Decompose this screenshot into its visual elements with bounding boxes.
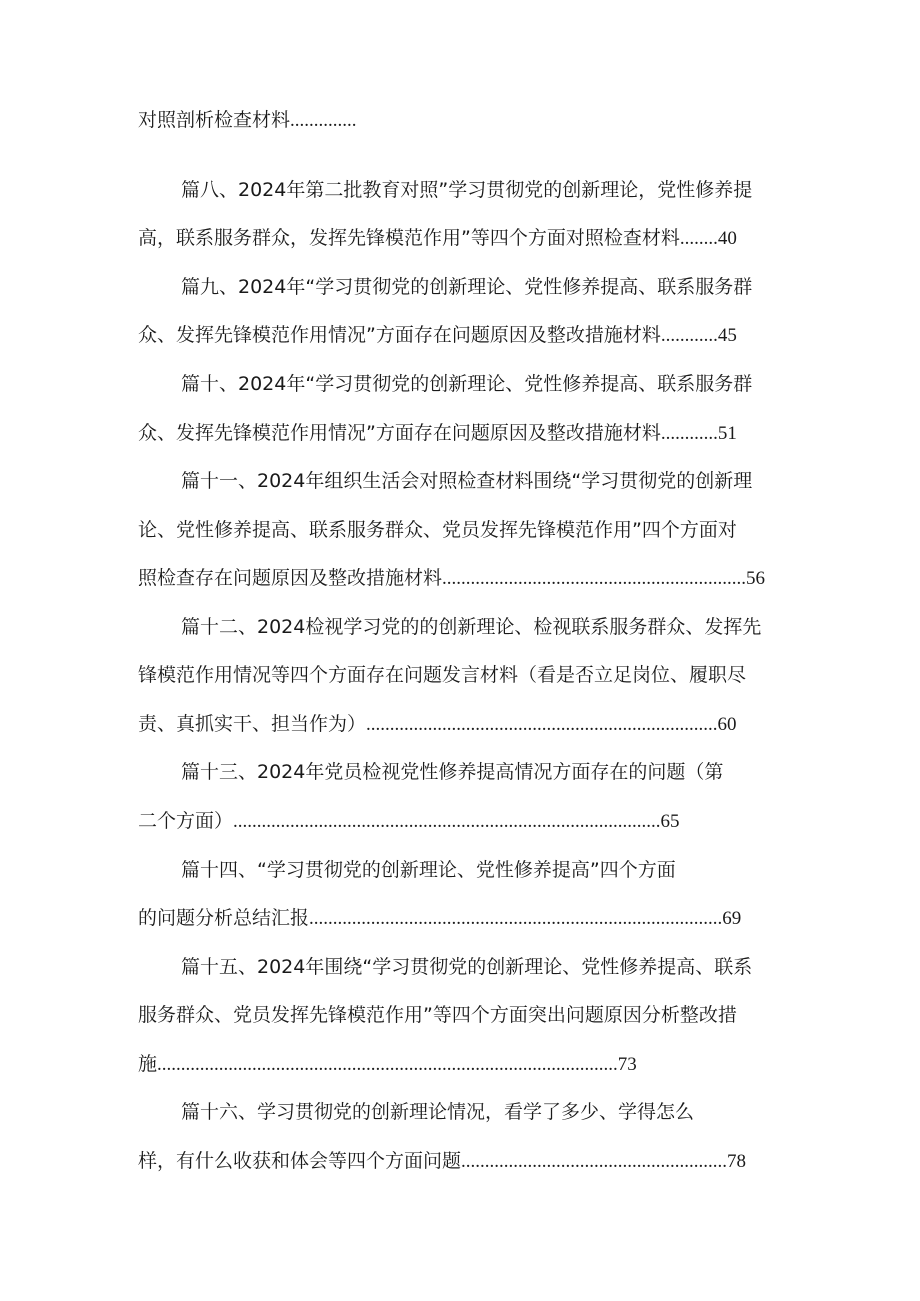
toc-entry-12-line2: 锋模范作用情况等四个方面存在问题发言材料（看是否立足岗位、履职尽 (138, 664, 747, 686)
page-number: 65 (660, 811, 680, 832)
toc-entry-15-line1: 篇十五、2024年围绕“学习贯彻党的创新理论、党性修养提高、联系 (181, 956, 753, 978)
toc-entry-11-line2: 论、党性修养提高、联系服务群众、党员发挥先锋模范作用”四个方面对 (138, 519, 737, 541)
toc-entry-14-line2: 的问题分析总结汇报.......................................................................................69 (138, 907, 742, 929)
toc-entry-10-line2: 众、发挥先锋模范作用情况”方面存在问题原因及整改措施材料............51 (138, 422, 737, 444)
toc-entry-10-line1: 篇十、2024年“学习贯彻党的创新理论、党性修养提高、联系服务群 (181, 373, 753, 395)
toc-entry-9-line2: 众、发挥先锋模范作用情况”方面存在问题原因及整改措施材料............45 (138, 324, 737, 346)
toc-entry-11-line1: 篇十一、2024年组织生活会对照检查材料围绕“学习贯彻党的创新理 (181, 470, 753, 492)
toc-line: 对照剖析检查材料.............. (138, 109, 357, 131)
toc-entry-9-line1: 篇九、2024年“学习贯彻党的创新理论、党性修养提高、联系服务群 (181, 276, 753, 298)
toc-entry-12-line1: 篇十二、2024检视学习党的的创新理论、检视联系服务群众、发挥先 (181, 616, 762, 638)
toc-entry-13-line2: 二个方面）..........................................................................................65 (138, 810, 680, 832)
page-number: 51 (717, 423, 737, 444)
page-number: 69 (722, 908, 742, 929)
toc-entry-11-line3: 照检查存在问题原因及整改措施材料................................................................56 (138, 567, 766, 589)
page-number: 73 (617, 1054, 637, 1075)
page-number: 78 (727, 1151, 747, 1172)
toc-entry-16-line1: 篇十六、学习贯彻党的创新理论情况，看学了多少、学得怎么 (181, 1101, 695, 1123)
toc-entry-12-line3: 责、真抓实干、担当作为）..........................................................................60 (138, 713, 737, 735)
toc-entry-15-line2: 服务群众、党员发挥先锋模范作用”等四个方面突出问题原因分析整改措 (138, 1004, 737, 1026)
toc-entry-14-line1: 篇十四、“学习贯彻党的创新理论、党性修养提高”四个方面 (181, 859, 676, 881)
toc-entry-15-line3: 施.................................................................................................73 (138, 1053, 637, 1075)
page-number: 45 (717, 325, 737, 346)
page-number: 40 (717, 228, 737, 249)
toc-entry-8-line2: 高，联系服务群众，发挥先锋模范作用”等四个方面对照检查材料........40 (138, 227, 737, 249)
toc-entry-8-line1: 篇八、2024年第二批教育对照”学习贯彻党的创新理论，党性修养提 (181, 179, 753, 201)
page-number: 60 (717, 714, 737, 735)
page-number: 56 (746, 568, 766, 589)
toc-entry-16-line2: 样，有什么收获和体会等四个方面问题........................................................78 (138, 1150, 747, 1172)
toc-entry-13-line1: 篇十三、2024年党员检视党性修养提高情况方面存在的问题（第 (181, 761, 724, 783)
